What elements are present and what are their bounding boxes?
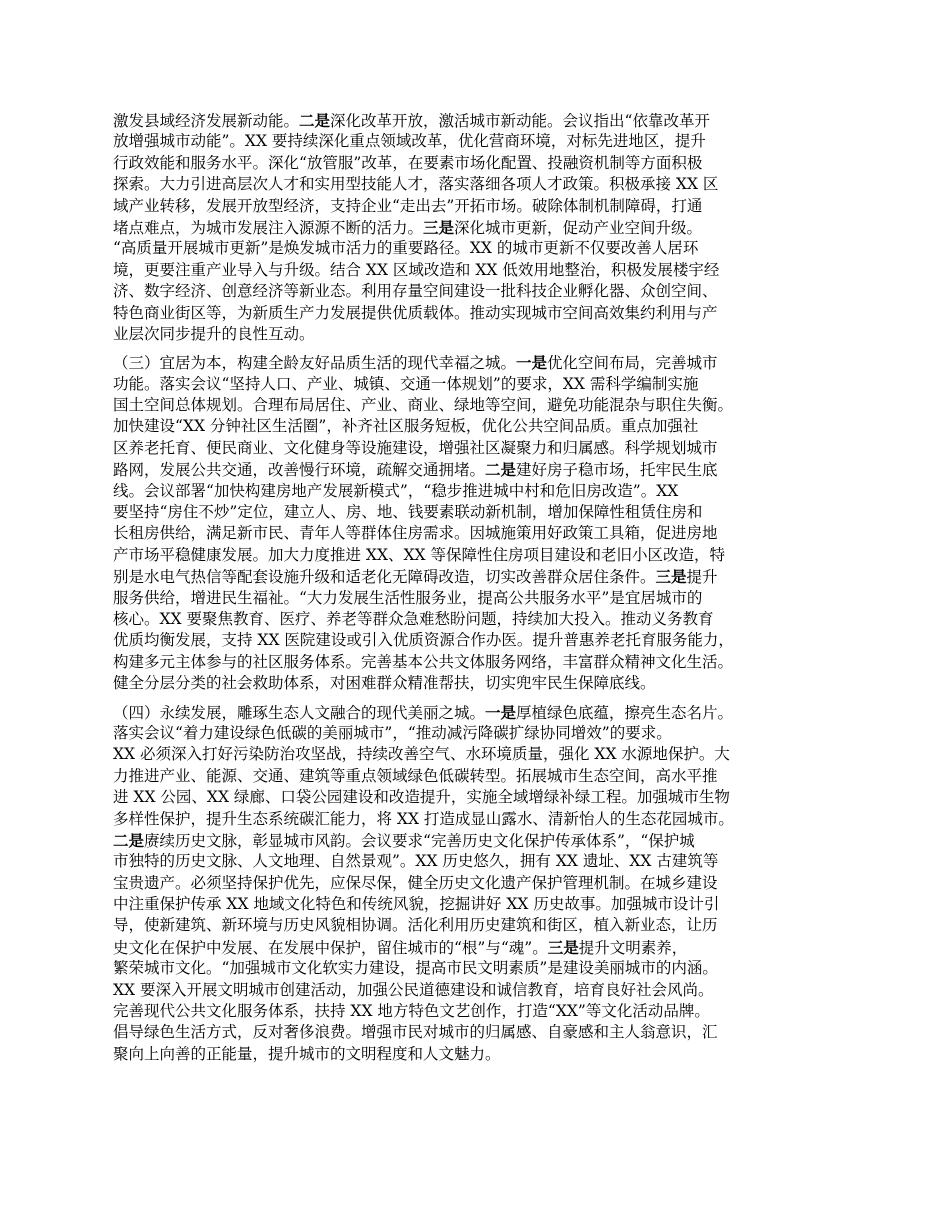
text-line: 宝贵遗产。必须坚持保护优先，应保尽保，健全历史文化遗产保护管理机制。在城乡建设 bbox=[113, 873, 718, 892]
text-line: 中注重保护传承 XX 地域文化特色和传统风貌，挖掘讲好 XX 历史故事。加强城市设计引 bbox=[113, 895, 720, 914]
text-line: 多样性保护，提升生态系统碳汇能力，将 XX 打造成显山露水、清新怡人的生态花园城市。 bbox=[113, 809, 734, 828]
text-line: 落实会议“着力建设绿色低碳的美丽城市”，“推动减污降碳扩绿协同增效”的要求。 bbox=[113, 723, 672, 742]
text-line: 路网，发展公共交通，改善慢行环境，疏解交通拥堵。二是建好房子稳市场，托牢民生底 bbox=[113, 460, 718, 480]
text-line: 市独特的历史文脉、人文地理、自然景观”。XX 历史悠久，拥有 XX 遗址、XX 古建筑等 bbox=[113, 852, 719, 871]
text-line: 行政效能和服务水平。深化“放管服”改革，在要素市场化配置、投融资机制等方面积极 bbox=[113, 153, 703, 172]
text-line: 激发县域经济发展新动能。二是深化改革开放，激活城市新动能。会议指出“依靠改革开 bbox=[113, 111, 710, 130]
text-line: 探索。大力引进高层次人才和实用型技能人才，落实落细各项人才政策。积极承接 XX 区 bbox=[113, 175, 719, 194]
text-line: 堵点难点，为城市发展注入源源不断的活力。三是深化城市更新，促动产业空间升级。 bbox=[113, 217, 703, 237]
text-line: 加快建设“XX 分钟社区生活圈”，补齐社区服务短板，优化公共空间品质。重点加强社 bbox=[113, 417, 699, 436]
text-line: 别是水电气热信等配套设施升级和适老化无障碍改造，切实改善群众居住条件。三是提升 bbox=[113, 567, 718, 587]
text-line: 要坚持“房住不炒”定位，建立人、房、地、钱要素联动新机制，增加保障性租赁住房和 bbox=[113, 503, 703, 522]
paragraph-1 bbox=[113, 110, 850, 345]
text-line: （四）永续发展，雕琢生态人文融合的现代美丽之城。一是厚植绿色底蕴，擦亮生态名片。 bbox=[113, 702, 734, 722]
document-body bbox=[113, 110, 850, 1065]
text-line: 聚向上向善的正能量，提升城市的文明程度和人文魅力。 bbox=[113, 1044, 501, 1063]
text-line: 完善现代公共文化服务体系，扶持 XX 地方特色文艺创作，打造“XX”等文化活动品牌。 bbox=[113, 1002, 710, 1021]
text-line: 境，更要注重产业导入与升级。结合 XX 区域改造和 XX 低效用地整治，积极发展楼宇经 bbox=[113, 260, 720, 279]
text-line: 特色商业街区等，为新质生产力发展提供优质载体。推动实现城市空间高效集约利用与产 bbox=[113, 303, 718, 322]
text-line: 产市场平稳健康发展。加大力度推进 XX、XX 等保障性住房项目建设和老旧小区改造，特 bbox=[113, 545, 725, 564]
text-line: 济、数字经济、创意经济等新业态。利用存量空间建设一批科技企业孵化器、众创空间、 bbox=[113, 282, 718, 301]
text-line: 域产业转移，发展开放型经济，支持企业“走出去”开拓市场。破除体制机制障碍，打通 bbox=[113, 196, 703, 215]
text-line: XX 必须深入打好污染防治攻坚战，持续改善空气、水环境质量，强化 XX 水源地保护。大 bbox=[113, 745, 730, 764]
text-line: 健全分层分类的社会救助体系，对困难群众精准帮扶，切实兜牢民生保障底线。 bbox=[113, 674, 656, 693]
text-line: “高质量开展城市更新”是焕发城市活力的重要路径。XX 的城市更新不仅要改善人居环 bbox=[113, 239, 699, 258]
text-line: 繁荣城市文化。“加强城市文化软实力建设，提高市民文明素质”是建设美丽城市的内涵。 bbox=[113, 959, 718, 978]
text-line: 区养老托育、便民商业、文化健身等设施建设，增强社区凝聚力和归属感。科学规划城市 bbox=[113, 438, 718, 457]
paragraph-2 bbox=[113, 352, 850, 694]
text-line: 服务供给，增进民生福祉。“大力发展生活性服务业，提高公共服务水平”是宜居城市的 bbox=[113, 588, 703, 607]
text-line: 二是赓续历史文脉，彰显城市风韵。会议要求“完善历史文化保护传承体系”，“保护城 bbox=[113, 830, 695, 850]
text-line: 功能。落实会议“坚持人口、产业、城镇、交通一体规划”的要求，XX 需科学编制实施 bbox=[113, 374, 699, 393]
text-line: 线。会议部署“加快构建房地产发展新模式”，“稳步推进城中村和危旧房改造”。XX bbox=[113, 481, 679, 500]
text-line: XX 要深入开展文明城市创建活动，加强公民道德建设和诚信教育，培育良好社会风尚。 bbox=[113, 980, 714, 999]
text-line: （三）宜居为本，构建全龄友好品质生活的现代幸福之城。一是优化空间布局，完善城市 bbox=[113, 353, 718, 373]
text-line: 长租房供给，满足新市民、青年人等群体住房需求。因城施策用好政策工具箱，促进房地 bbox=[113, 524, 718, 543]
paragraph-3 bbox=[113, 702, 850, 1066]
text-line: 进 XX 公园、XX 绿廊、口袋公园建设和改造提升，实施全域增绿补绿工程。加强城市生物 bbox=[113, 788, 730, 807]
text-line: 史文化在保护中发展、在发展中保护，留住城市的“根”与“魂”。三是提升文明素养， bbox=[113, 937, 688, 957]
text-line: 倡导绿色生活方式，反对奢侈浪费。增强市民对城市的归属感、自豪感和主人翁意识，汇 bbox=[113, 1023, 718, 1042]
text-line: 放增强城市动能”。XX 要持续深化重点领域改革，优化营商环境，对标先进地区，提升 bbox=[113, 132, 706, 151]
text-line: 优质均衡发展，支持 XX 医院建设或引入优质资源合作办医。提升普惠养老托育服务能力， bbox=[113, 631, 734, 650]
text-line: 构建多元主体参与的社区服务体系。完善基本公共文体服务网络，丰富群众精神文化生活。 bbox=[113, 652, 734, 671]
text-line: 导，使新建筑、新环境与历史风貌相协调。活化利用历史建筑和街区，植入新业态，让历 bbox=[113, 916, 718, 935]
text-line: 力推进产业、能源、交通、建筑等重点领域绿色低碳转型。拓展城市生态空间，高水平推 bbox=[113, 766, 718, 785]
text-line: 业层次同步提升的良性互动。 bbox=[113, 324, 315, 343]
text-line: 国土空间总体规划。合理布局居住、产业、商业、绿地等空间，避免功能混杂与职住失衡。 bbox=[113, 396, 734, 415]
text-line: 核心。XX 要聚焦教育、医疗、养老等群众急难愁盼问题，持续加大投入。推动义务教育 bbox=[113, 609, 714, 628]
